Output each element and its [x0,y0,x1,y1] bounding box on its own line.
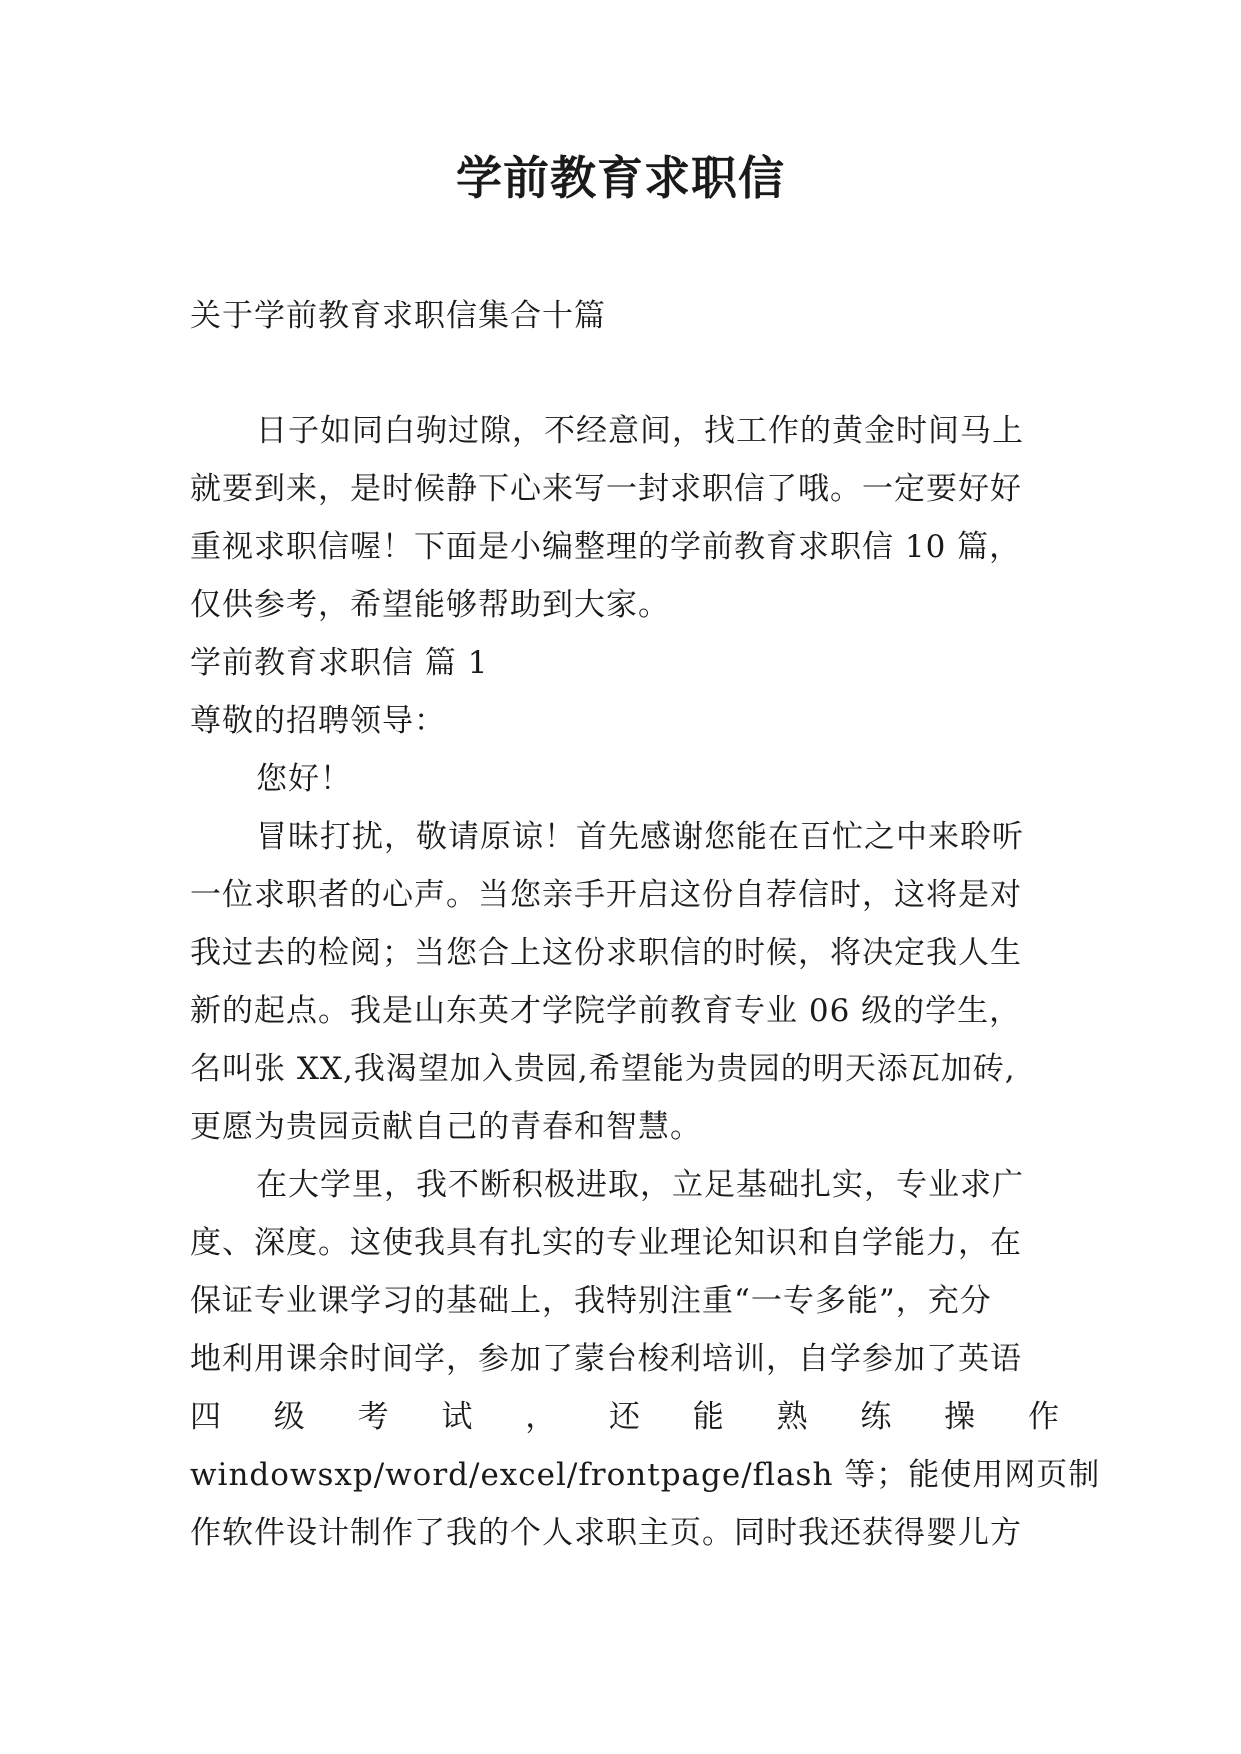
body-line: 度、深度。这使我具有扎实的专业理论知识和自学能力，在 [190,1225,1022,1261]
justified-char: 能 [692,1399,725,1435]
justified-char: 考 [357,1399,390,1435]
body-line: 在大学里，我不断积极进取，立足基础扎实，专业求广 [256,1167,1024,1203]
body-line: 就要到来，是时候静下心来写一封求职信了哦。一定要好好 [190,471,1022,507]
justified-char: ， [525,1399,558,1435]
body-line: 地利用课余时间学，参加了蒙台梭利培训，自学参加了英语 [190,1341,1022,1377]
justified-char: 熟 [776,1399,809,1435]
body-line: 冒昧打扰，敬请原谅！首先感谢您能在百忙之中来聆听 [256,819,1024,855]
body-line: 作软件设计制作了我的个人求职主页。同时我还获得婴儿方 [190,1515,1022,1551]
justified-line [190,1388,1060,1446]
justified-char: 作 [1027,1399,1060,1435]
body-line: 一位求职者的心声。当您亲手开启这份自荐信时，这将是对 [190,877,1022,913]
justified-char: 级 [273,1399,306,1435]
justified-char: 四 [190,1399,222,1435]
document-title: 学前教育求职信 [456,151,785,205]
justified-char: 还 [608,1399,641,1435]
body-line: 保证专业课学习的基础上，我特别注重“一专多能”，充分 [190,1283,992,1319]
justified-char: 练 [860,1399,893,1435]
body-line: 仅供参考，希望能够帮助到大家。 [190,587,670,623]
body-line: 名叫张 XX,我渴望加入贵园,希望能为贵园的明天添瓦加砖, [190,1051,1016,1087]
body-line: 新的起点。我是山东英才学院学前教育专业 06 级的学生， [190,993,1022,1029]
justified-char: 操 [944,1399,977,1435]
greeting: 您好！ [256,761,352,797]
document-subtitle: 关于学前教育求职信集合十篇 [190,298,606,334]
body-line: 我过去的检阅；当您合上这份求职信的时候，将决定我人生 [190,935,1022,971]
body-line: 日子如同白驹过隙，不经意间，找工作的黄金时间马上 [256,413,1024,449]
justified-char: 试 [441,1399,474,1435]
section-heading: 学前教育求职信 篇 1 [190,645,489,681]
body-line: 更愿为贵园贡献自己的青春和智慧。 [190,1109,702,1145]
salutation: 尊敬的招聘领导： [190,703,446,739]
document-body [190,402,1101,1562]
body-line: 重视求职信喔！下面是小编整理的学前教育求职信 10 篇， [190,529,1022,565]
body-line: windowsxp/word/excel/frontpage/flash 等；能使用网页制 [190,1457,1101,1493]
